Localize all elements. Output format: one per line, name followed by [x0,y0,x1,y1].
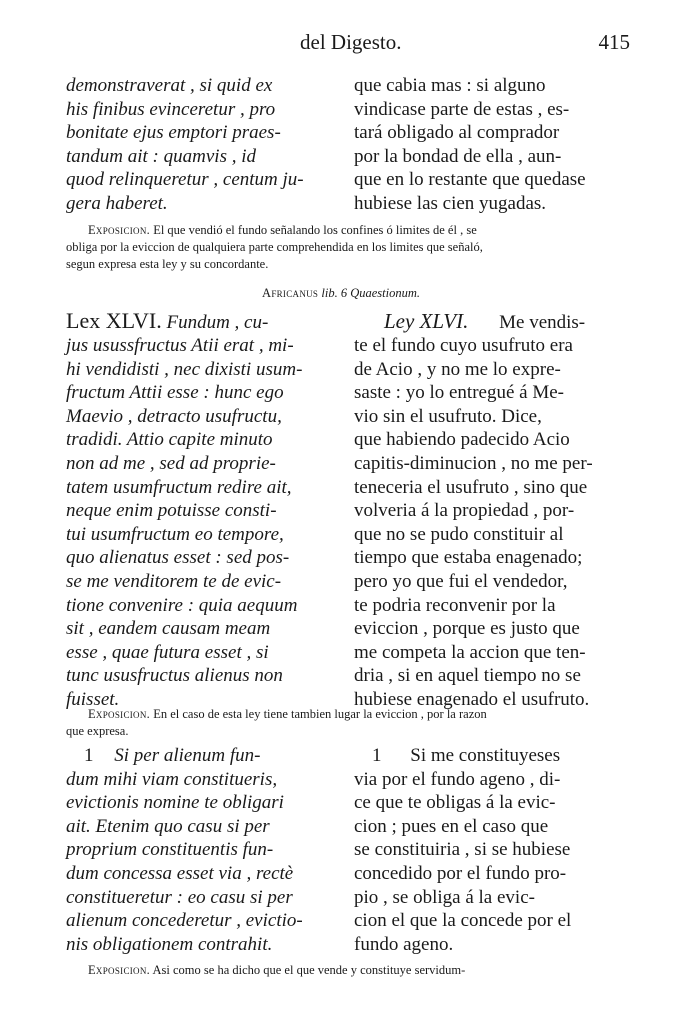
exposicion-text: obliga por la eviccion de qualquiera parte comprehendida en los limites que señaló, [66,240,483,254]
latin-line: demonstraverat , si quid ex [66,75,273,96]
latin-column-block1 [66,74,304,216]
latin-line: jus usussfructus Atii erat , mi- [66,335,294,356]
spanish-line: hubiese enagenado el usufruto. [354,688,590,710]
latin-line: proprium constituentis fun- [66,839,274,861]
spanish-line: de Acio , y no me lo expre- [354,358,561,380]
exposicion-text: En el caso de esta ley tiene tambien lugar la eviccion , por la razon [153,707,487,721]
spanish-line: saste : yo lo entregué á Me- [354,382,564,404]
spanish-column-block1 [354,74,586,216]
spanish-line: via por el fundo ageno , di- [354,768,561,790]
exposicion-block1 [66,222,626,273]
spanish-line: pio , se obliga á la evic- [354,886,535,908]
spanish-line: fundo ageno. [354,933,454,955]
latin-line: quod relinqueretur , centum ju- [66,169,304,191]
latin-line: tatem usumfructum redire ait, [66,476,292,498]
exposicion-label: Exposicion. [88,707,151,721]
spanish-line: ce que te obligas á la evic- [354,792,556,814]
exposicion-block2 [66,706,626,740]
latin-line: gera haberet. [66,192,168,214]
latin-line: neque enim potuisse consti- [66,500,277,522]
spanish-line: que en lo restante que quedase [354,169,586,191]
latin-line: tradidi. Attio capite minuto [66,429,273,451]
source-work: lib. 6 Quaestionum. [321,286,420,300]
latin-law-heading: Lex XLVI. [66,308,162,333]
latin-line: dum mihi viam constitueris, [66,768,278,790]
spanish-line: me competa la accion que ten- [354,641,586,663]
spanish-line: te podria reconvenir por la [354,594,556,616]
latin-line: dum concessa esset via , rectè [66,862,294,884]
exposicion-label: Exposicion. [88,223,151,237]
spanish-line: vio sin el usufruto. Dice, [354,405,542,427]
latin-line: Si per alienum fun- [114,745,261,766]
spanish-line: cion el que la concede por el [354,910,572,932]
latin-line: evictionis nomine te obligari [66,792,284,814]
latin-line: tandum ait : quamvis , id [66,145,256,167]
exposicion-block3 [66,962,626,979]
spanish-line: cion ; pues en el caso que [354,815,549,837]
running-head [0,30,682,64]
spanish-line: que habiendo padecido Acio [354,429,570,451]
spanish-line: concedido por el fundo pro- [354,862,567,884]
latin-line: esse , quae futura esset , si [66,641,269,663]
spanish-line: que no se pudo constituir al [354,523,564,545]
latin-line: quo alienatus esset : sed pos- [66,547,290,569]
spanish-law-heading: Ley XLVI. [384,309,469,333]
spanish-line: pero yo que fui el vendedor, [354,570,568,592]
spanish-line: capitis-diminucion , no me per- [354,452,593,474]
spanish-line: Si me constituyeses [410,745,561,766]
spanish-line: hubiese las cien yugadas. [354,192,547,214]
spanish-line: volveria á la propiedad , por- [354,500,575,522]
latin-line: sit , eandem causam meam [66,618,271,640]
latin-line: tunc ususfructus alienus non [66,665,283,687]
spanish-line: tará obligado al comprador [354,122,560,144]
latin-column-block3 [66,744,303,956]
latin-line: fructum Attii esse : hunc ego [66,382,284,404]
latin-line: se me venditorem te de evic- [66,570,282,592]
paragraph-number: 1 [372,745,382,766]
spanish-line: te el fundo cuyo usufruto era [354,335,573,356]
latin-line: non ad me , sed ad proprie- [66,452,276,474]
latin-column-block2 [66,308,302,712]
spanish-line: teneceria el usufruto , sino que [354,476,588,498]
spanish-line: dria , si en aquel tiempo no se [354,665,581,687]
source-author: Africanus [262,286,319,300]
latin-line: fuisset. [66,688,120,710]
spanish-line: vindicase parte de estas , es- [354,98,570,120]
exposicion-text: El que vendió el fundo señalando los confines ó limites de él , se [153,223,477,237]
latin-line: alienum concederetur , evictio- [66,910,303,932]
paragraph-number: 1 [84,745,94,766]
source-citation [0,286,682,301]
exposicion-text: Asi como se ha dicho que el que vende y constituye servidum- [152,963,466,977]
exposicion-label: Exposicion. [88,963,151,977]
spanish-line: se constituiria , si se hubiese [354,839,571,861]
running-title: del Digesto. [300,30,402,54]
latin-line: constitueretur : eo casu si per [66,886,293,908]
exposicion-text: segun expresa esta ley y su concordante. [66,257,269,271]
spanish-column-block2 [354,308,593,712]
spanish-line: por la bondad de ella , aun- [354,145,562,167]
latin-line: nis obligationem contrahit. [66,933,273,955]
latin-line: Fundum , cu- [166,312,269,333]
latin-line: tione convenire : quia aequum [66,594,298,616]
latin-line: his finibus evinceretur , pro [66,98,276,120]
spanish-column-block3 [354,744,571,956]
latin-line: Maevio , detracto usufructu, [66,405,282,427]
spanish-line: tiempo que estaba enagenado; [354,547,583,569]
latin-line: tui usumfructum eo tempore, [66,523,284,545]
latin-line: hi vendidisti , nec dixisti usum- [66,358,303,380]
latin-line: bonitate ejus emptori praes- [66,122,281,144]
exposicion-text: que expresa. [66,724,129,738]
spanish-line: Me vendis- [499,312,586,333]
spanish-line: que cabia mas : si alguno [354,75,546,96]
spanish-line: eviccion , porque es justo que [354,618,580,640]
page-number: 415 [598,30,630,54]
latin-line: ait. Etenim quo casu si per [66,815,270,837]
